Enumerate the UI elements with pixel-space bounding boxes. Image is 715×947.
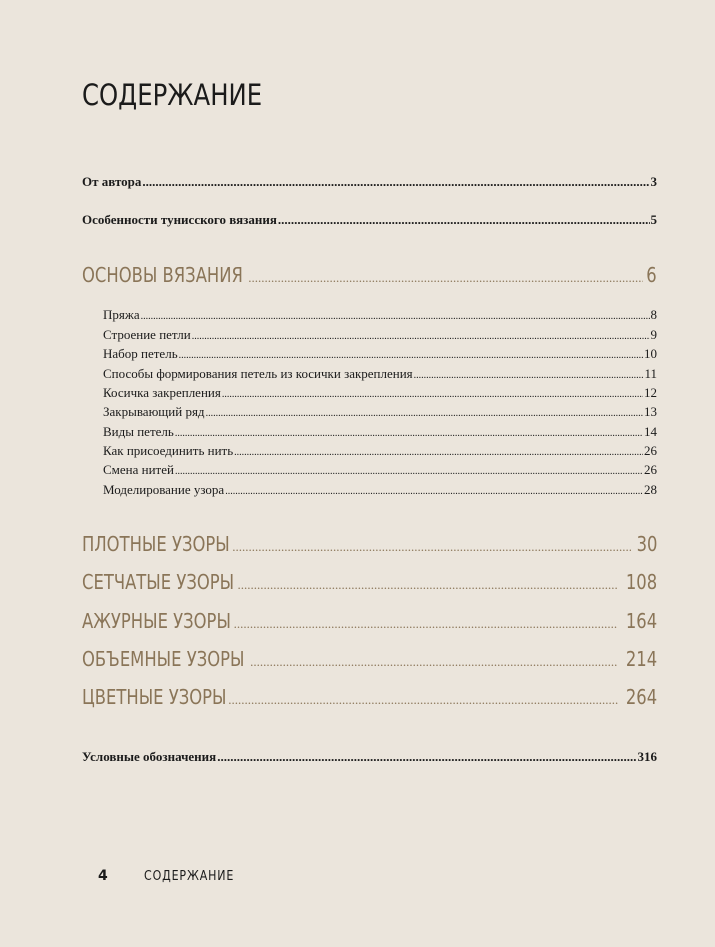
toc-entry-label: Способы формирования петель из косички закрепления xyxy=(103,366,413,381)
toc-entry-label: Косичка закрепления xyxy=(103,385,221,400)
leader-dots xyxy=(222,389,643,400)
toc-section-color[interactable] xyxy=(82,685,657,709)
leader-dots xyxy=(228,692,618,708)
leader-dots xyxy=(234,616,618,632)
toc-entry-page: 11 xyxy=(644,366,657,381)
page-number: 4 xyxy=(98,868,108,884)
toc-subentry[interactable] xyxy=(103,307,657,323)
toc-section-label: ОСНОВЫ ВЯЗАНИЯ xyxy=(82,263,243,287)
toc-subentry[interactable] xyxy=(103,327,657,343)
leader-dots xyxy=(225,486,643,497)
toc-entry-label: Особенности тунисского вязания xyxy=(82,212,277,227)
toc-section-label: ЦВЕТНЫЕ УЗОРЫ xyxy=(82,685,227,709)
toc-subentry[interactable] xyxy=(103,366,657,382)
leader-dots xyxy=(232,539,630,555)
toc-section-label: АЖУРНЫЕ УЗОРЫ xyxy=(82,609,231,633)
toc-subentry[interactable] xyxy=(103,443,657,459)
toc-section-label: ПЛОТНЫЕ УЗОРЫ xyxy=(82,532,230,556)
toc-section-lace[interactable] xyxy=(82,609,657,633)
leader-dots xyxy=(414,370,644,381)
toc-section-page: 30 xyxy=(636,532,657,556)
toc-entry-page: 14 xyxy=(644,424,657,439)
toc-entry-page: 8 xyxy=(650,307,657,322)
toc-entry-label: Смена нитей xyxy=(103,462,174,477)
leader-dots xyxy=(175,466,643,477)
toc-subentry[interactable] xyxy=(103,424,657,440)
toc-subentry[interactable] xyxy=(103,462,657,478)
toc-entry-page: 5 xyxy=(650,212,657,227)
leader-dots xyxy=(179,350,643,361)
leader-dots xyxy=(217,749,636,765)
toc-entry-label: Как присоединить нить xyxy=(103,443,234,458)
toc-subentry[interactable] xyxy=(103,346,657,362)
toc-section-page: 108 xyxy=(625,570,657,594)
toc-entry-legend[interactable] xyxy=(82,749,657,765)
page-title: СОДЕРЖАНИЕ xyxy=(82,78,263,112)
leader-dots xyxy=(142,174,649,190)
toc-entry-label: Закрывающий ряд xyxy=(103,404,205,419)
running-title: СОДЕРЖАНИЕ xyxy=(144,869,235,884)
toc-entry-label: Виды петель xyxy=(103,424,174,439)
leader-dots xyxy=(248,270,643,286)
toc-entry-author[interactable] xyxy=(82,174,657,190)
toc-section-dense[interactable] xyxy=(82,532,657,556)
toc-entry-label: От автора xyxy=(82,174,142,189)
leader-dots xyxy=(192,331,650,342)
toc-subentry[interactable] xyxy=(103,404,657,420)
leader-dots xyxy=(175,428,643,439)
toc-entry-page: 10 xyxy=(644,346,657,361)
toc-section-page: 264 xyxy=(625,685,657,709)
toc-section-mesh[interactable] xyxy=(82,570,657,594)
toc-section-textured[interactable] xyxy=(82,647,657,671)
toc-subentry[interactable] xyxy=(103,482,657,498)
leader-dots xyxy=(234,447,643,458)
toc-entry-page: 13 xyxy=(644,404,657,419)
toc-entry-tunisian[interactable] xyxy=(82,212,657,228)
toc-entry-label: Набор петель xyxy=(103,346,178,361)
toc-entry-label: Моделирование узора xyxy=(103,482,225,497)
toc-section-label: ОБЪЕМНЫЕ УЗОРЫ xyxy=(82,647,245,671)
toc-entry-page: 9 xyxy=(650,327,657,342)
toc-entry-page: 3 xyxy=(650,174,657,189)
leader-dots xyxy=(141,311,650,322)
toc-entry-page: 26 xyxy=(644,443,657,458)
toc-entry-page: 316 xyxy=(637,749,657,764)
toc-entry-page: 28 xyxy=(644,482,657,497)
toc-section-label: СЕТЧАТЫЕ УЗОРЫ xyxy=(82,570,235,594)
toc-section-page: 6 xyxy=(646,263,657,287)
leader-dots xyxy=(278,212,650,228)
toc-section-page: 214 xyxy=(625,647,657,671)
toc-entry-label: Пряжа xyxy=(103,307,140,322)
toc-entry-label: Строение петли xyxy=(103,327,191,342)
leader-dots xyxy=(206,408,643,419)
toc-section-basics[interactable] xyxy=(82,263,657,287)
toc-section-page: 164 xyxy=(625,609,657,633)
leader-dots xyxy=(250,654,618,670)
leader-dots xyxy=(238,577,618,593)
toc-entry-label: Условные обозначения xyxy=(82,749,217,764)
toc-entry-page: 26 xyxy=(644,462,657,477)
toc-subentry[interactable] xyxy=(103,385,657,401)
toc-entry-page: 12 xyxy=(644,385,657,400)
